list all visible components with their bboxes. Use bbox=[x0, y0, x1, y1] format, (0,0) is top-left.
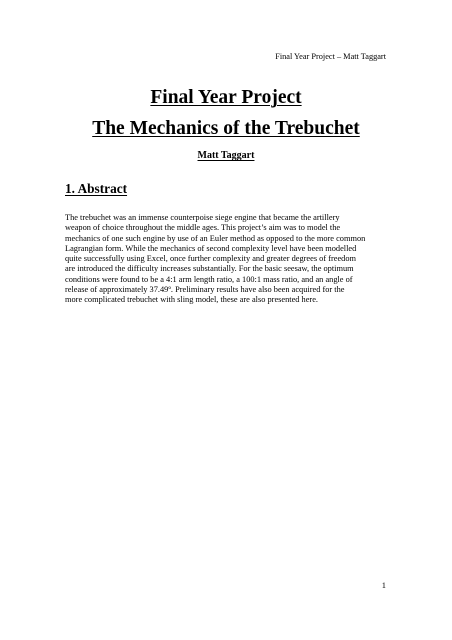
abstract-line: mechanics of one such engine by use of an Euler method as opposed to the more common bbox=[65, 233, 366, 243]
document-title-line-2: The Mechanics of the Trebuchet bbox=[92, 118, 360, 139]
abstract-line: conditions were found to be a 4:1 arm length ratio, a 100:1 mass ratio, and an angle of bbox=[65, 274, 353, 284]
abstract-line: release of approximately 37.49º. Preliminary results have also been acquired for the bbox=[65, 284, 345, 294]
page-number: 1 bbox=[381, 580, 386, 590]
running-header: Final Year Project – Matt Taggart bbox=[275, 52, 386, 61]
abstract-line: weapon of choice throughout the middle ages. This project’s aim was to model the bbox=[65, 223, 341, 233]
author-name: Matt Taggart bbox=[197, 150, 255, 161]
abstract-line: Lagrangian form. While the mechanics of second complexity level have been modelled bbox=[65, 243, 357, 253]
abstract-heading: 1. Abstract bbox=[65, 181, 128, 196]
abstract-line: are introduced the difficulty increases substantially. For the basic seesaw, the optimum bbox=[65, 264, 354, 274]
abstract-line: quite successfully using Excel, once further complexity and greater degrees of freedom bbox=[65, 254, 356, 263]
document-title-line-1: Final Year Project bbox=[150, 87, 302, 108]
abstract-line: more complicated trebuchet with sling model, these are also presented here. bbox=[65, 295, 319, 304]
abstract-paragraph bbox=[65, 213, 395, 305]
abstract-line: The trebuchet was an immense counterpoise siege engine that became the artillery bbox=[65, 213, 340, 222]
